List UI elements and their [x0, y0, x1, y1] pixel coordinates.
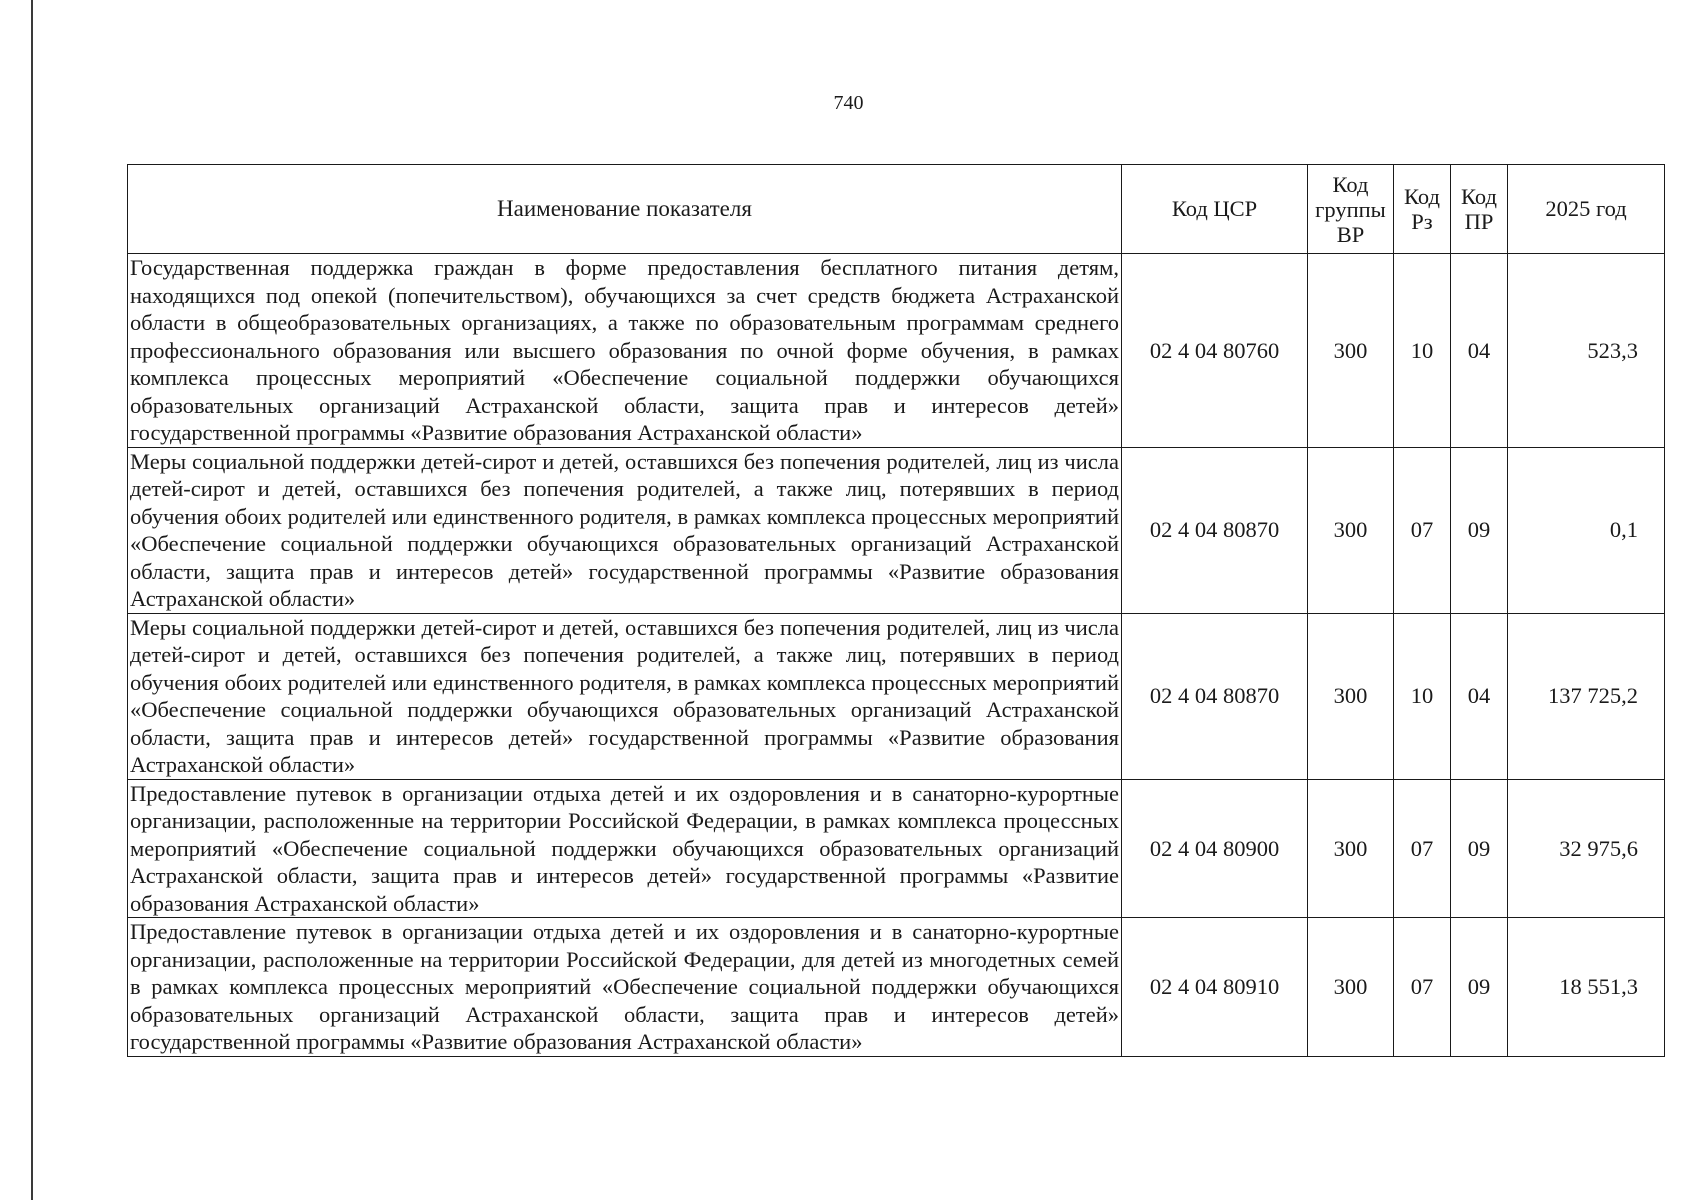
table-row [128, 613, 1665, 779]
row-name-cell: Предоставление путевок в организации отдыха детей и их оздоровления и в санаторно-курортные организации, расположенные на территории Российской Федерации, для детей из многодетных семей в рамках комплекса процессных мероприятий «Обеспечение социальной поддержки обучающихся образовательных организаций Астраханской области, защита прав и интересов детей» государственной программы «Развитие образования Астраханской области» [128, 918, 1122, 1057]
row-rz-cell: 07 [1394, 918, 1451, 1057]
row-csr-cell: 02 4 04 80900 [1122, 779, 1308, 918]
row-csr-cell: 02 4 04 80870 [1122, 447, 1308, 613]
row-name-cell: Предоставление путевок в организации отдыха детей и их оздоровления и в санаторно-курортные организации, расположенные на территории Российской Федерации, в рамках комплекса процессных мероприятий «Обеспечение социальной поддержки обучающихся образовательных организаций Астраханской области, защита прав и интересов детей» государственной программы «Развитие образования Астраханской области» [128, 779, 1122, 918]
row-vr-cell: 300 [1308, 447, 1394, 613]
budget-table [127, 164, 1665, 1057]
row-name-cell: Меры социальной поддержки детей-сирот и детей, оставшихся без попечения родителей, лиц из числа детей-сирот и детей, оставшихся без попечения родителей, а также лиц, потерявших в период обучения обоих родителей или единственного родителя, в рамках комплекса процессных мероприятий «Обеспечение социальной поддержки обучающихся образовательных организаций Астраханской области, защита прав и интересов детей» государственной программы «Развитие образования Астраханской области» [128, 613, 1122, 779]
row-csr-cell: 02 4 04 80910 [1122, 918, 1308, 1057]
column-header-csr: Код ЦСР [1122, 165, 1308, 254]
column-header-pr: Код ПР [1451, 165, 1508, 254]
row-amount-cell: 523,3 [1508, 254, 1665, 448]
row-vr-cell: 300 [1308, 254, 1394, 448]
column-header-name: Наименование показателя [128, 165, 1122, 254]
scan-edge-line [31, 0, 33, 1200]
row-rz-cell: 10 [1394, 254, 1451, 448]
row-pr-cell: 04 [1451, 613, 1508, 779]
row-vr-cell: 300 [1308, 779, 1394, 918]
row-rz-cell: 10 [1394, 613, 1451, 779]
row-rz-cell: 07 [1394, 447, 1451, 613]
row-name-cell: Меры социальной поддержки детей-сирот и детей, оставшихся без попечения родителей, лиц из числа детей-сирот и детей, оставшихся без попечения родителей, а также лиц, потерявших в период обучения обоих родителей или единственного родителя, в рамках комплекса процессных мероприятий «Обеспечение социальной поддержки обучающихся образовательных организаций Астраханской области, защита прав и интересов детей» государственной программы «Развитие образования Астраханской области» [128, 447, 1122, 613]
row-amount-cell: 32 975,6 [1508, 779, 1665, 918]
row-amount-cell: 18 551,3 [1508, 918, 1665, 1057]
column-header-vr: Код группы ВР [1308, 165, 1394, 254]
table-row [128, 254, 1665, 448]
row-name-cell: Государственная поддержка граждан в форме предоставления бесплатного питания детям, находящихся под опекой (попечительством), обучающихся за счет средств бюджета Астраханской области в общеобразовательных организациях, а также по образовательным программам среднего профессионального образования или высшего образования по очной форме обучения, в рамках комплекса процессных мероприятий «Обеспечение социальной поддержки обучающихся образовательных организаций Астраханской области, защита прав и интересов детей» государственной программы «Развитие образования Астраханской области» [128, 254, 1122, 448]
row-amount-cell: 137 725,2 [1508, 613, 1665, 779]
row-pr-cell: 04 [1451, 254, 1508, 448]
table-row [128, 918, 1665, 1057]
row-pr-cell: 09 [1451, 918, 1508, 1057]
row-pr-cell: 09 [1451, 779, 1508, 918]
table-row [128, 447, 1665, 613]
row-vr-cell: 300 [1308, 613, 1394, 779]
row-vr-cell: 300 [1308, 918, 1394, 1057]
table-header-row [128, 165, 1665, 254]
column-header-year: 2025 год [1508, 165, 1665, 254]
row-csr-cell: 02 4 04 80760 [1122, 254, 1308, 448]
row-csr-cell: 02 4 04 80870 [1122, 613, 1308, 779]
row-pr-cell: 09 [1451, 447, 1508, 613]
row-rz-cell: 07 [1394, 779, 1451, 918]
page-number: 740 [833, 92, 864, 114]
row-amount-cell: 0,1 [1508, 447, 1665, 613]
column-header-rz: Код Рз [1394, 165, 1451, 254]
table-row [128, 779, 1665, 918]
